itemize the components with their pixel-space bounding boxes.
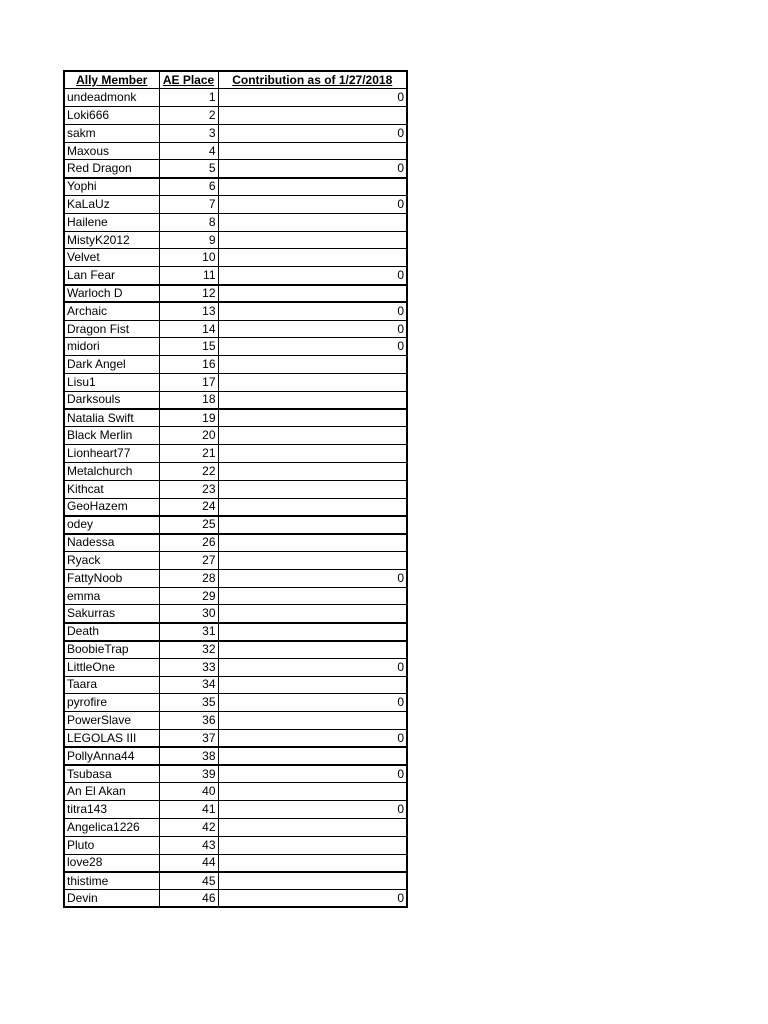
cell-contribution: [218, 872, 407, 890]
table-row: [64, 854, 407, 872]
cell-contribution: [218, 374, 407, 392]
table-row: [64, 623, 407, 641]
table-row: [64, 142, 407, 160]
cell-contribution: 0: [218, 196, 407, 214]
cell-contribution: [218, 818, 407, 836]
cell-ally-member: pyrofire: [64, 694, 159, 712]
cell-ally-member: Kithcat: [64, 480, 159, 498]
table-row: [64, 552, 407, 570]
table-row: [64, 836, 407, 854]
cell-ally-member: Lan Fear: [64, 267, 159, 285]
cell-ae-place: 11: [159, 267, 218, 285]
cell-contribution: 0: [218, 765, 407, 783]
table-row: [64, 890, 407, 908]
cell-ae-place: 14: [159, 320, 218, 338]
table-row: [64, 213, 407, 231]
table-row: [64, 249, 407, 267]
table-row: [64, 641, 407, 659]
header-ally-member: Ally Member: [64, 71, 159, 89]
table-row: [64, 747, 407, 765]
table-row: [64, 765, 407, 783]
cell-ally-member: Lisu1: [64, 374, 159, 392]
table-row: [64, 658, 407, 676]
cell-ally-member: Black Merlin: [64, 427, 159, 445]
cell-contribution: [218, 107, 407, 125]
cell-ae-place: 34: [159, 676, 218, 694]
cell-ae-place: 28: [159, 569, 218, 587]
cell-ally-member: odey: [64, 516, 159, 534]
table-row: [64, 676, 407, 694]
cell-ae-place: 39: [159, 765, 218, 783]
table-row: [64, 498, 407, 516]
table-row: [64, 320, 407, 338]
cell-ally-member: Tsubasa: [64, 765, 159, 783]
cell-contribution: [218, 427, 407, 445]
cell-ally-member: Natalia Swift: [64, 409, 159, 427]
cell-ae-place: 9: [159, 231, 218, 249]
cell-ae-place: 25: [159, 516, 218, 534]
cell-ae-place: 1: [159, 89, 218, 107]
table-row: [64, 694, 407, 712]
table-row: [64, 178, 407, 196]
table-row: [64, 427, 407, 445]
cell-contribution: 0: [218, 569, 407, 587]
cell-ally-member: Dragon Fist: [64, 320, 159, 338]
cell-contribution: [218, 623, 407, 641]
cell-contribution: [218, 480, 407, 498]
table-row: [64, 391, 407, 409]
cell-contribution: [218, 213, 407, 231]
cell-ally-member: Nadessa: [64, 534, 159, 552]
table-row: [64, 285, 407, 303]
cell-contribution: 0: [218, 302, 407, 320]
cell-ally-member: Yophi: [64, 178, 159, 196]
cell-ae-place: 10: [159, 249, 218, 267]
cell-contribution: [218, 747, 407, 765]
cell-ally-member: Maxous: [64, 142, 159, 160]
cell-contribution: 0: [218, 801, 407, 819]
cell-contribution: [218, 534, 407, 552]
table-row: [64, 569, 407, 587]
table-row: [64, 801, 407, 819]
table-row: [64, 480, 407, 498]
cell-ae-place: 18: [159, 391, 218, 409]
cell-ae-place: 40: [159, 783, 218, 801]
cell-ae-place: 8: [159, 213, 218, 231]
spreadsheet-page: [63, 70, 408, 908]
cell-ae-place: 16: [159, 356, 218, 374]
cell-ally-member: An El Akan: [64, 783, 159, 801]
cell-contribution: 0: [218, 729, 407, 747]
cell-ae-place: 12: [159, 285, 218, 303]
cell-contribution: [218, 587, 407, 605]
cell-ae-place: 6: [159, 178, 218, 196]
cell-contribution: [218, 285, 407, 303]
cell-ae-place: 37: [159, 729, 218, 747]
table-row: [64, 196, 407, 214]
cell-ally-member: Sakurras: [64, 605, 159, 623]
cell-ae-place: 33: [159, 658, 218, 676]
cell-ally-member: Pluto: [64, 836, 159, 854]
table-row: [64, 783, 407, 801]
cell-ae-place: 24: [159, 498, 218, 516]
cell-contribution: [218, 409, 407, 427]
cell-ally-member: titra143: [64, 801, 159, 819]
cell-ae-place: 17: [159, 374, 218, 392]
cell-contribution: [218, 356, 407, 374]
header-row: [64, 71, 407, 89]
cell-ae-place: 5: [159, 160, 218, 178]
cell-contribution: [218, 463, 407, 481]
cell-contribution: [218, 836, 407, 854]
cell-ae-place: 31: [159, 623, 218, 641]
cell-ally-member: Darksouls: [64, 391, 159, 409]
table-row: [64, 587, 407, 605]
cell-ally-member: sakm: [64, 124, 159, 142]
table-row: [64, 516, 407, 534]
cell-contribution: 0: [218, 124, 407, 142]
cell-ally-member: PollyAnna44: [64, 747, 159, 765]
ally-contribution-table: [63, 70, 408, 908]
cell-ae-place: 23: [159, 480, 218, 498]
table-row: [64, 374, 407, 392]
cell-contribution: [218, 605, 407, 623]
cell-ae-place: 45: [159, 872, 218, 890]
header-ae-place: AE Place: [159, 71, 218, 89]
table-row: [64, 356, 407, 374]
cell-ae-place: 26: [159, 534, 218, 552]
cell-contribution: 0: [218, 320, 407, 338]
cell-ae-place: 41: [159, 801, 218, 819]
cell-ae-place: 43: [159, 836, 218, 854]
cell-contribution: 0: [218, 890, 407, 908]
cell-contribution: 0: [218, 658, 407, 676]
cell-ally-member: Angelica1226: [64, 818, 159, 836]
table-row: [64, 338, 407, 356]
cell-contribution: [218, 142, 407, 160]
table-row: [64, 89, 407, 107]
cell-ally-member: undeadmonk: [64, 89, 159, 107]
cell-ae-place: 29: [159, 587, 218, 605]
table-row: [64, 445, 407, 463]
cell-ally-member: Devin: [64, 890, 159, 908]
cell-ae-place: 42: [159, 818, 218, 836]
cell-ally-member: midori: [64, 338, 159, 356]
cell-contribution: [218, 391, 407, 409]
table-row: [64, 160, 407, 178]
table-row: [64, 302, 407, 320]
cell-ae-place: 19: [159, 409, 218, 427]
cell-ally-member: Red Dragon: [64, 160, 159, 178]
cell-ally-member: FattyNoob: [64, 569, 159, 587]
cell-ae-place: 22: [159, 463, 218, 481]
cell-contribution: 0: [218, 267, 407, 285]
cell-contribution: [218, 178, 407, 196]
cell-ae-place: 38: [159, 747, 218, 765]
cell-ae-place: 13: [159, 302, 218, 320]
cell-contribution: [218, 445, 407, 463]
cell-ae-place: 30: [159, 605, 218, 623]
table-body: [64, 89, 407, 908]
cell-contribution: [218, 516, 407, 534]
cell-ally-member: GeoHazem: [64, 498, 159, 516]
table-row: [64, 534, 407, 552]
table-row: [64, 729, 407, 747]
table-row: [64, 231, 407, 249]
table-row: [64, 124, 407, 142]
cell-ally-member: Hailene: [64, 213, 159, 231]
cell-ally-member: Metalchurch: [64, 463, 159, 481]
cell-ally-member: PowerSlave: [64, 712, 159, 730]
cell-ae-place: 35: [159, 694, 218, 712]
cell-ae-place: 32: [159, 641, 218, 659]
cell-ally-member: KaLaUz: [64, 196, 159, 214]
cell-ae-place: 46: [159, 890, 218, 908]
cell-ally-member: Taara: [64, 676, 159, 694]
cell-ally-member: Ryack: [64, 552, 159, 570]
cell-ally-member: love28: [64, 854, 159, 872]
cell-ally-member: BoobieTrap: [64, 641, 159, 659]
cell-ally-member: Death: [64, 623, 159, 641]
cell-ae-place: 3: [159, 124, 218, 142]
header-contribution: Contribution as of 1/27/2018: [218, 71, 407, 89]
table-row: [64, 463, 407, 481]
cell-ally-member: Velvet: [64, 249, 159, 267]
cell-contribution: [218, 854, 407, 872]
cell-ae-place: 27: [159, 552, 218, 570]
cell-contribution: [218, 552, 407, 570]
cell-contribution: [218, 231, 407, 249]
cell-ae-place: 44: [159, 854, 218, 872]
cell-ae-place: 15: [159, 338, 218, 356]
table-row: [64, 712, 407, 730]
cell-ae-place: 7: [159, 196, 218, 214]
cell-ally-member: LittleOne: [64, 658, 159, 676]
cell-contribution: [218, 676, 407, 694]
cell-ae-place: 2: [159, 107, 218, 125]
cell-contribution: [218, 498, 407, 516]
cell-contribution: 0: [218, 160, 407, 178]
cell-contribution: 0: [218, 338, 407, 356]
cell-ally-member: Loki666: [64, 107, 159, 125]
cell-ally-member: Lionheart77: [64, 445, 159, 463]
cell-contribution: 0: [218, 89, 407, 107]
table-row: [64, 872, 407, 890]
cell-contribution: [218, 783, 407, 801]
cell-ally-member: Archaic: [64, 302, 159, 320]
cell-contribution: [218, 641, 407, 659]
cell-ae-place: 36: [159, 712, 218, 730]
cell-ally-member: Warloch D: [64, 285, 159, 303]
cell-ally-member: emma: [64, 587, 159, 605]
cell-ally-member: LEGOLAS III: [64, 729, 159, 747]
table-row: [64, 818, 407, 836]
table-row: [64, 107, 407, 125]
cell-ae-place: 4: [159, 142, 218, 160]
cell-contribution: [218, 712, 407, 730]
cell-ally-member: MistyK2012: [64, 231, 159, 249]
cell-contribution: [218, 249, 407, 267]
table-row: [64, 605, 407, 623]
table-row: [64, 409, 407, 427]
cell-contribution: 0: [218, 694, 407, 712]
cell-ae-place: 20: [159, 427, 218, 445]
cell-ally-member: thistime: [64, 872, 159, 890]
cell-ae-place: 21: [159, 445, 218, 463]
table-row: [64, 267, 407, 285]
cell-ally-member: Dark Angel: [64, 356, 159, 374]
